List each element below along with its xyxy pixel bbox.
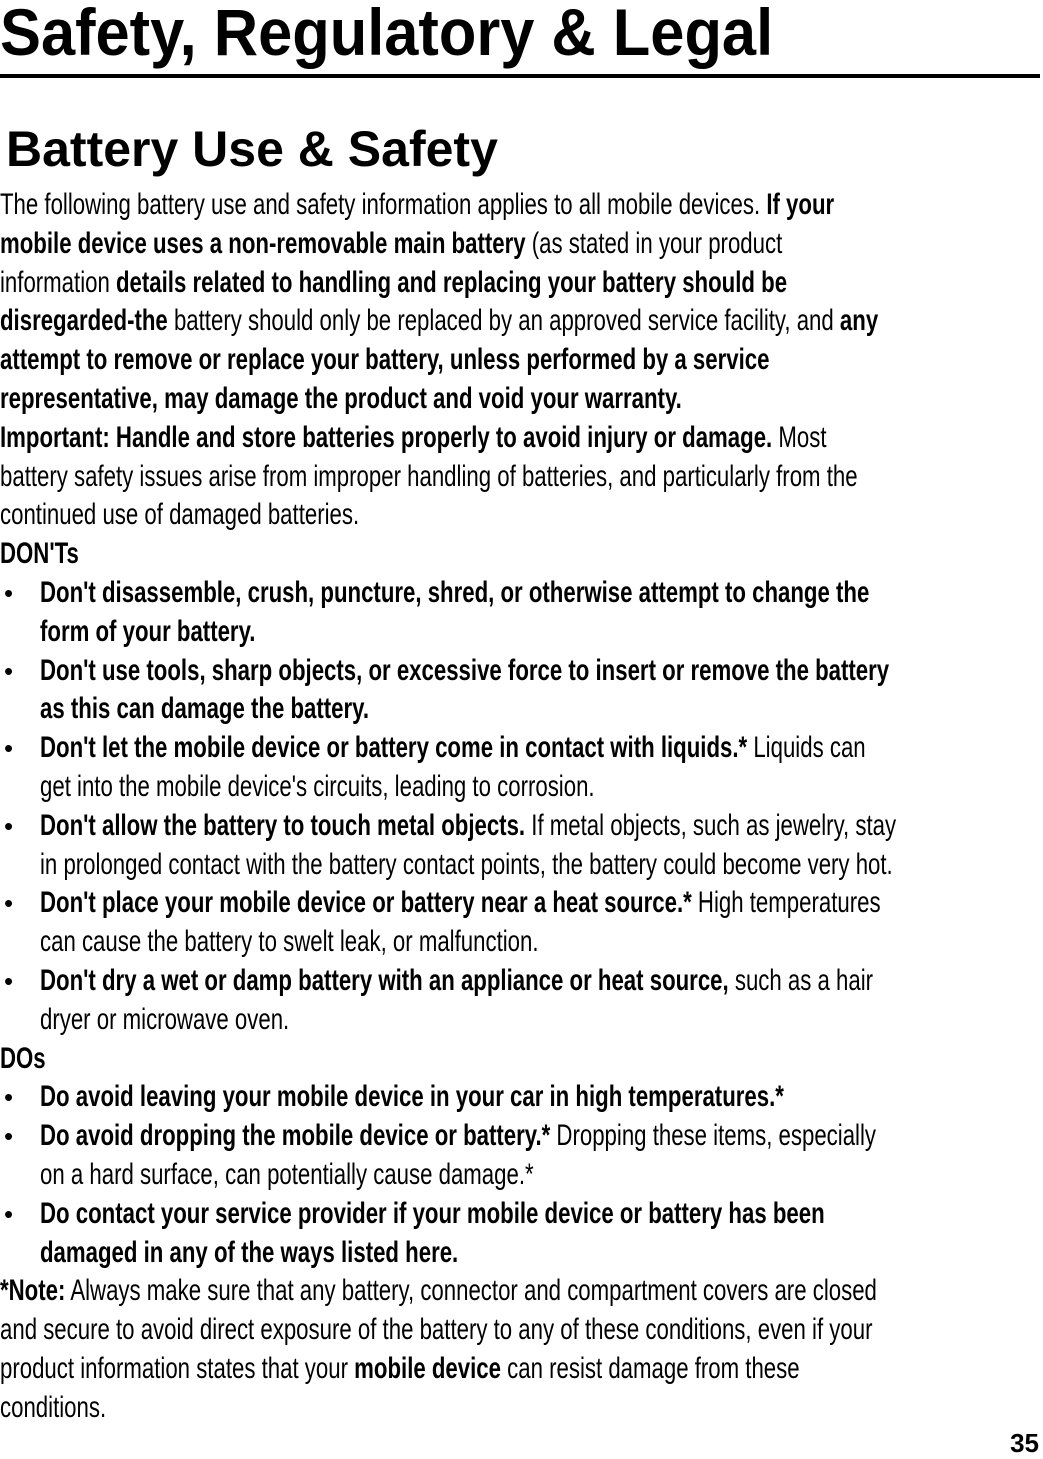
text-line [40,925,539,959]
bold-text: Important: Handle and store batteries properly to avoid injury or damage. [0,420,773,454]
bold-text: form of your battery. [40,614,256,648]
bold-text: mobile device uses a non-removable main battery [0,226,526,260]
page-title: Safety, Regulatory & Legal [0,0,774,69]
text-line [40,1236,458,1270]
text: and secure to avoid direct exposure of the battery to any of these conditions, even if your [0,1313,873,1347]
text-line [40,886,881,920]
bullet-icon: • [4,655,14,686]
section-title: Battery Use & Safety [6,121,498,177]
text-line [0,227,782,261]
text-line [0,304,878,338]
text: Liquids can [747,731,866,765]
text-line [40,615,255,649]
text-line [40,1003,289,1037]
bold-text: details related to handling and replacing your battery should be [115,265,788,299]
bullet-icon: • [4,1198,14,1229]
text-line [0,421,826,455]
text-line [0,1391,106,1425]
text-line [40,1119,876,1153]
bullet-icon: • [4,1121,14,1152]
bold-text: Do contact your service provider if your mobile device or battery has been [40,1196,825,1230]
text-line [40,964,873,998]
text: information [0,265,116,299]
bold-text: attempt to remove or replace your battery, unless performed by a service [0,343,770,377]
text-line [40,1080,784,1114]
text-line [0,537,79,571]
bold-text: Don't place your mobile device or battery near a heat source.* [40,886,692,920]
text: Most [772,420,827,454]
text-line [0,266,787,300]
bold-text: as this can damage the battery. [40,692,370,726]
text: can resist damage from these [500,1352,800,1385]
bullet-icon: • [4,578,14,608]
text-line [40,1158,534,1192]
text: get into the mobile device's circuits, leading to corrosion. [40,770,595,803]
text: conditions. [0,1390,107,1424]
text: High temperatures [691,886,881,920]
bold-text: If your [766,188,835,221]
text: Always make sure that any battery, connector and compartment covers are closed [65,1274,877,1308]
bold-text: damaged in any of the ways listed here. [40,1235,459,1269]
bold-text: Don't allow the battery to touch metal objects. [40,808,526,842]
bold-text: representative, may damage the product and void your warranty. [0,382,682,415]
bullet-icon: • [4,810,14,841]
text-line [40,1197,825,1231]
text-line [40,692,369,726]
text-line [0,188,834,222]
text-line [0,498,359,532]
bold-text: *Note: [0,1274,66,1308]
text: such as a hair [728,964,874,997]
text: Dropping these items, especially [550,1119,877,1153]
bold-text: disregarded-the [0,304,168,338]
text-line [40,654,889,688]
text-line [0,460,858,494]
bold-text: any [839,304,879,338]
bold-text: Don't disassemble, crush, puncture, shred, or otherwise attempt to change the [40,576,870,609]
bold-text: Don't use tools, sharp objects, or excessive force to insert or remove the battery [40,653,890,687]
bold-text: Don't let the mobile device or battery come in contact with liquids.* [40,731,748,765]
title-divider [0,74,1040,78]
text: continued use of damaged batteries. [0,498,360,532]
bold-text: DON'Ts [0,537,79,571]
text: battery safety issues arise from improper handling of batteries, and particularly from the [0,459,858,493]
bold-text: Do avoid leaving your mobile device in your car in high temperatures.* [40,1080,784,1114]
text-line [40,576,869,610]
bold-text: Do avoid dropping the mobile device or battery.* [40,1119,551,1153]
bullet-icon: • [4,1082,14,1113]
text: dryer or microwave oven. [40,1002,290,1036]
text-line [0,382,682,416]
bold-text: DOs [0,1041,46,1075]
text: in prolonged contact with the battery contact points, the battery could become very hot. [40,847,893,881]
bold-text: Don't dry a wet or damp battery with an appliance or heat source, [40,964,729,997]
bold-text: mobile device [354,1352,501,1385]
text: The following battery use and safety information applies to all mobile devices. [0,188,767,221]
text: can cause the battery to swelt leak, or malfunction. [40,925,539,959]
text: on a hard surface, can potentially cause damage.* [40,1158,534,1191]
text: product information states that your [0,1352,355,1385]
text-line [0,1313,872,1347]
text-line [40,731,866,765]
text-line [0,1274,877,1308]
text-line [40,770,595,804]
text: battery should only be replaced by an approved service facility, and [167,304,840,338]
text-line [40,848,893,882]
text-line [0,343,769,377]
text-line [0,1042,46,1076]
bullet-icon: • [4,888,14,919]
text: If metal objects, such as jewelry, stay [525,808,897,842]
text: (as stated in your product [525,226,783,260]
page-number: 35 [1010,1428,1039,1458]
text-line [0,1352,800,1386]
text-line [40,809,896,843]
bullet-icon: • [4,966,14,996]
bullet-icon: • [4,733,14,764]
